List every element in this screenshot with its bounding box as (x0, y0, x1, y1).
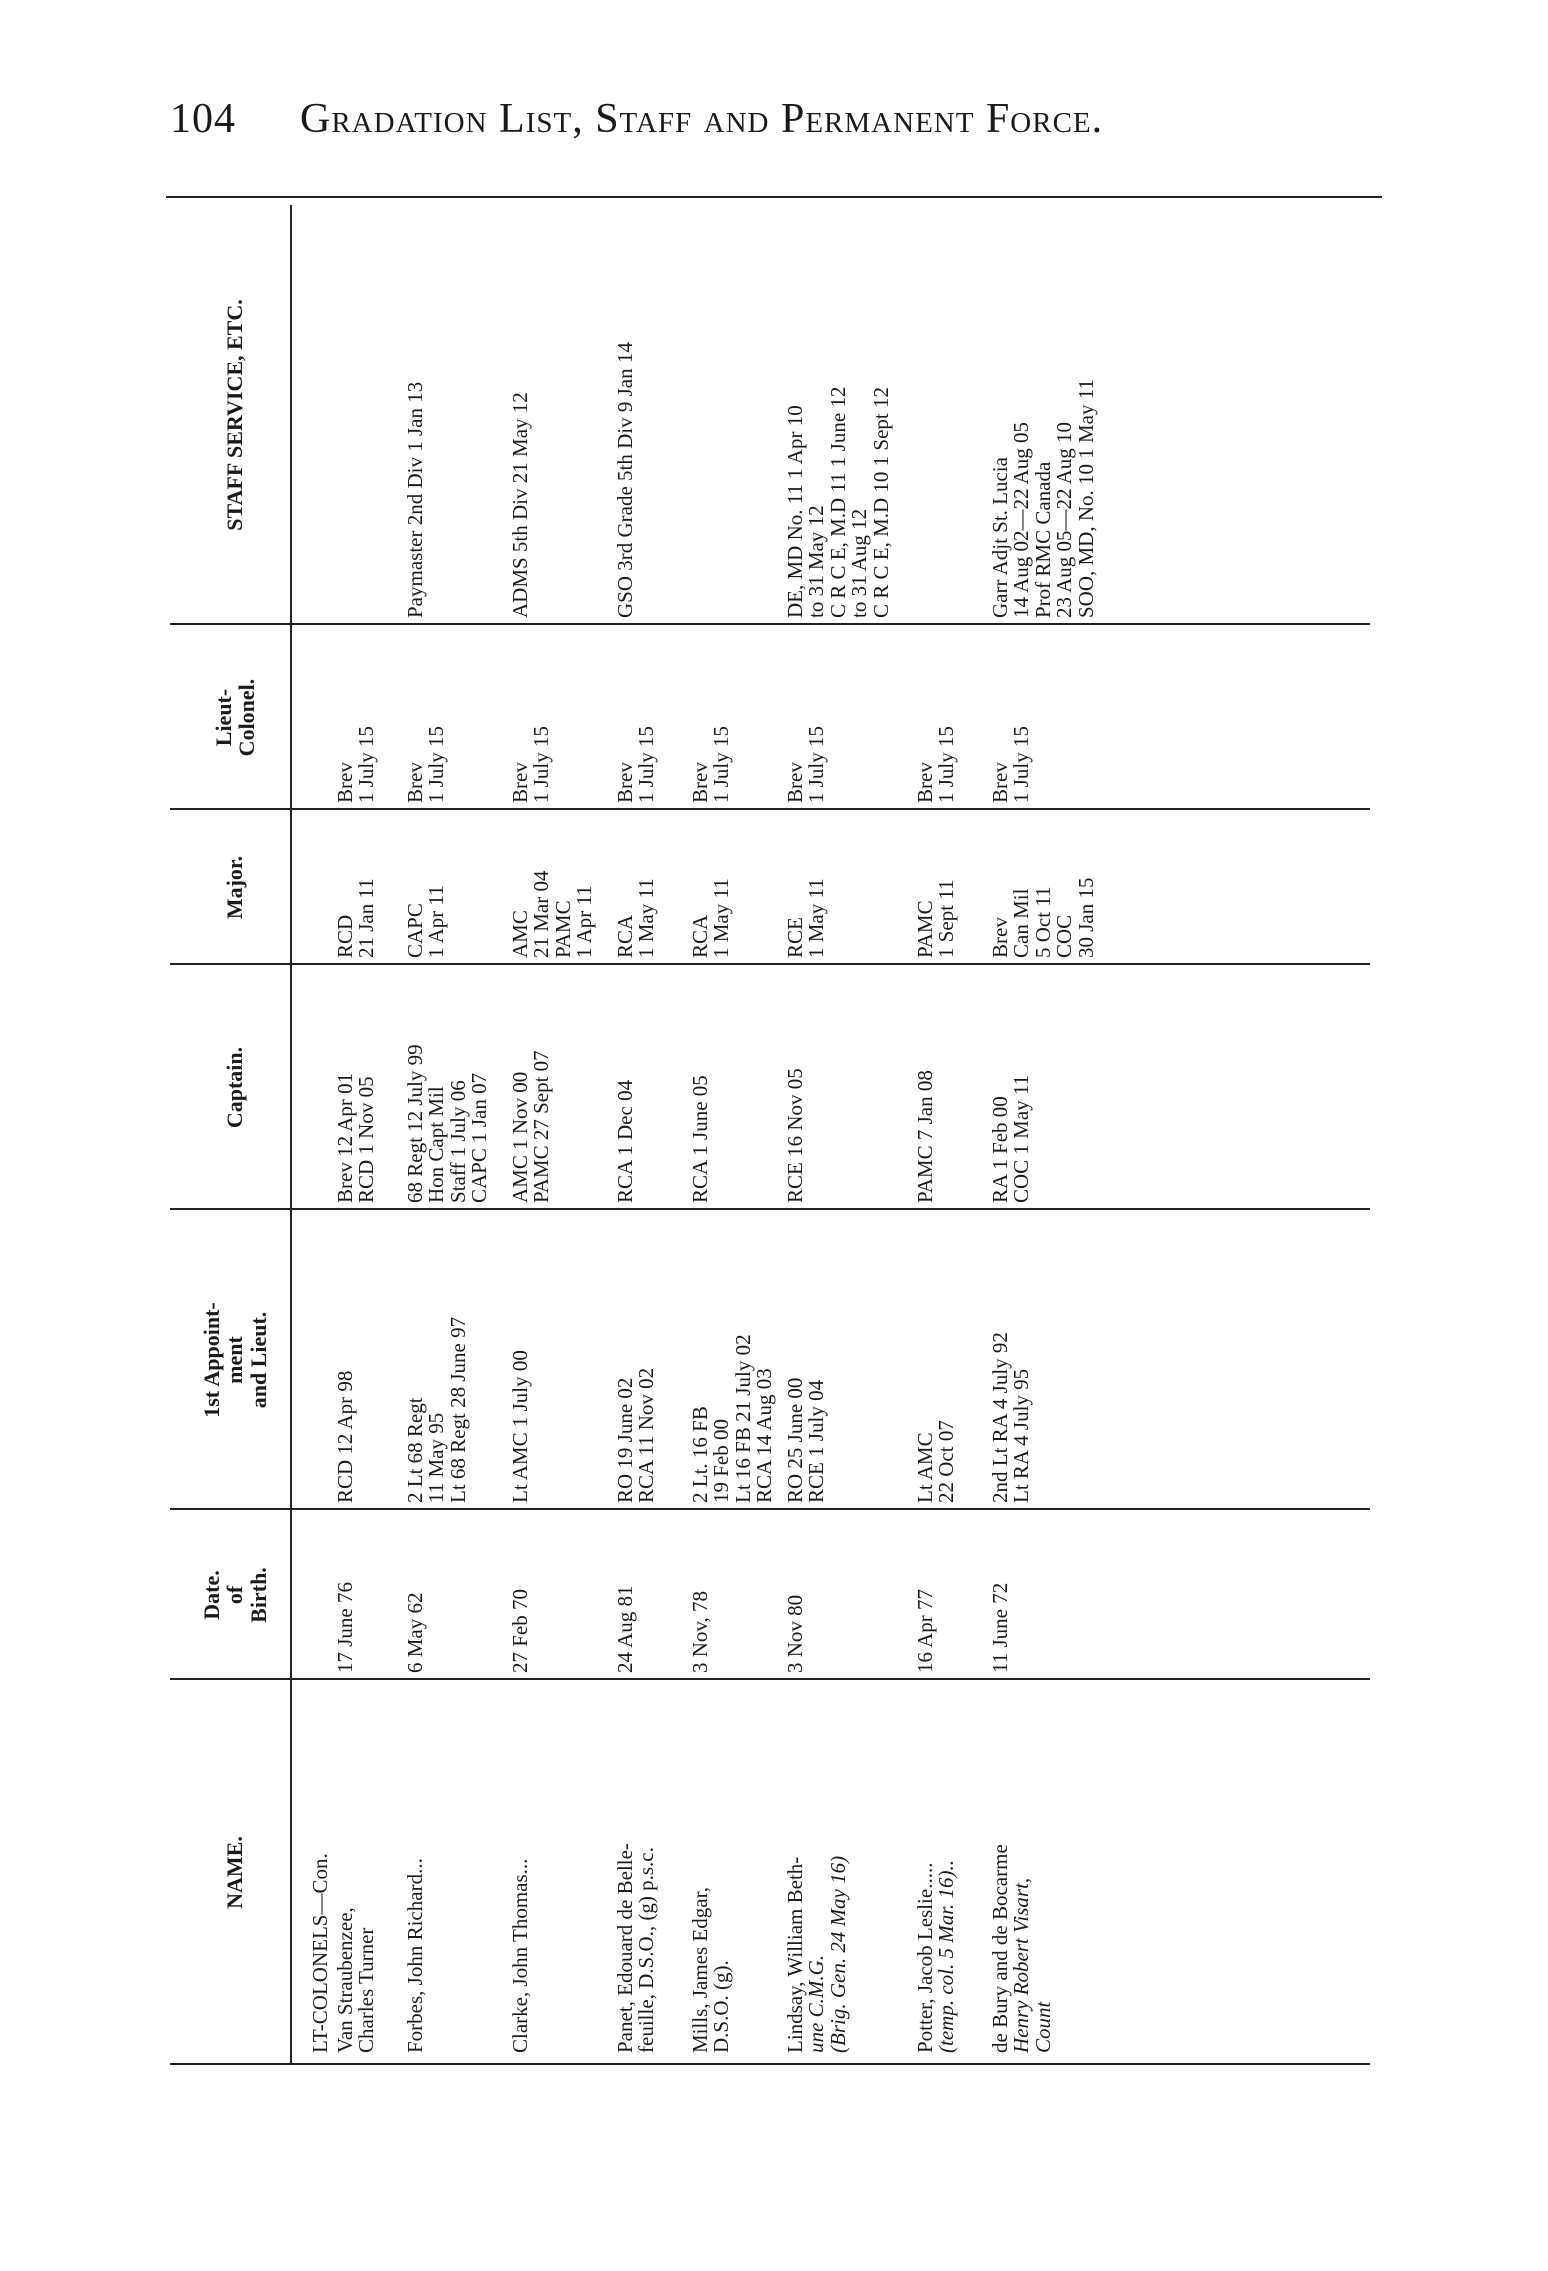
cell-line: PAMC 27 Sept 07 (529, 1050, 554, 1203)
cell-ltcol (785, 726, 828, 803)
cell-line: 1 May 11 (804, 878, 829, 958)
cell-line: Garr Adjt St. Lucia (988, 457, 1012, 618)
header-separator (290, 205, 292, 2065)
cell-line: RCA 11 Nov 02 (634, 1367, 659, 1503)
cell-line: 21 Mar 04 (529, 870, 554, 958)
cell-ltcol (690, 726, 733, 803)
cell-line: RO 25 June 00 (783, 1377, 807, 1503)
cell-line: Can Mil (1009, 888, 1034, 958)
cell-line: AMC (508, 910, 532, 958)
cell-line: 24 Aug 81 (613, 1585, 637, 1673)
page-number: 104 (170, 96, 236, 142)
cell-appt (335, 1371, 356, 1503)
cell-line: 1 July 15 (709, 725, 734, 803)
cell-line: PAMC (913, 900, 937, 958)
cell-staff (615, 342, 636, 618)
cell-line: PAMC 7 Jan 08 (913, 1070, 937, 1203)
cell-line: COC (1052, 914, 1077, 958)
cell-major (690, 878, 733, 958)
cell-line: RCE 1 July 04 (804, 1379, 829, 1503)
cell-birth (990, 1583, 1011, 1673)
cell-appt (405, 1317, 469, 1503)
cell-line: RCD (333, 914, 357, 958)
cell-line: Lindsay, William Beth- (783, 1856, 807, 2053)
header-major: Major. (222, 855, 248, 920)
cell-appt (510, 1350, 531, 1503)
cell-line: RCA 1 June 05 (688, 1075, 712, 1203)
cell-line: une C.M.G. (804, 1955, 829, 2053)
cell-line: 22 Oct 07 (934, 1420, 959, 1503)
gradation-table (170, 205, 1370, 2065)
cell-line: ADMS 5th Div 21 May 12 (508, 392, 532, 618)
cell-line: CAPC (403, 903, 427, 958)
cell-line: 30 Jan 15 (1073, 877, 1098, 958)
cell-capt (915, 1070, 936, 1203)
cell-line: Van Straubenzee, (333, 1907, 357, 2053)
header-staff: STAFF SERVICE, ETC. (222, 299, 248, 531)
cell-staff (785, 387, 892, 618)
cell-major (785, 878, 828, 958)
header-appt-l2: ment (222, 1336, 248, 1384)
cell-line: 1 Sept 11 (934, 879, 959, 958)
col-sep-capt (170, 963, 1370, 965)
cell-birth (615, 1585, 636, 1673)
cell-line: Lt AMC 1 July 00 (508, 1350, 532, 1503)
col-sep-birth (170, 1508, 1370, 1510)
cell-ltcol (335, 726, 378, 803)
cell-name (785, 1856, 849, 2053)
cell-line: PAMC (550, 900, 575, 958)
cell-line: Lt 16 FB 21 July 02 (730, 1334, 755, 1503)
col-sep-name (170, 1678, 1370, 1680)
cell-line: 1 Apr 11 (424, 885, 449, 958)
cell-name (510, 1859, 531, 2053)
cell-name (990, 1844, 1054, 2053)
cell-line: GSO 3rd Grade 5th Div 9 Jan 14 (613, 342, 637, 618)
cell-ltcol (405, 726, 448, 803)
cell-line: D.S.O. (g). (709, 1960, 734, 2053)
cell-appt (785, 1378, 828, 1503)
cell-line: 1 July 15 (354, 725, 379, 803)
cell-staff (990, 379, 1097, 618)
cell-line: Mills, James Edgar, (688, 1887, 712, 2053)
cell-line: Brev (988, 917, 1012, 958)
cell-birth (405, 1593, 426, 1674)
header-appointment (180, 1210, 290, 1510)
cell-line: 16 Apr 77 (913, 1589, 937, 1673)
cell-line: SOO, MD, No. 10 1 May 11 (1073, 379, 1098, 618)
cell-line: AMC 1 Nov 00 (508, 1071, 532, 1203)
cell-line: feuille, D.S.O., (g) p.s.c. (634, 1847, 659, 2053)
cell-major (990, 878, 1097, 959)
cell-line: 21 Jan 11 (354, 878, 379, 958)
cell-major (510, 871, 596, 959)
cell-line: to 31 Aug 12 (847, 508, 872, 618)
cell-capt (690, 1075, 711, 1203)
cell-line: Prof RMC Canada (1030, 461, 1055, 618)
header-birth-l3: Birth. (245, 1567, 271, 1623)
cell-line: RCE 16 Nov 05 (783, 1068, 807, 1203)
cell-line: CAPC 1 Jan 07 (467, 1072, 492, 1203)
cell-line: Brev (783, 762, 807, 803)
cell-line: Forbes, John Richard... (403, 1858, 427, 2053)
cell-name (335, 1907, 378, 2053)
cell-line: 23 Aug 05—22 Aug 10 (1052, 421, 1077, 618)
cell-ltcol (990, 726, 1033, 803)
header-ltcol (180, 625, 290, 810)
cell-line: Paymaster 2nd Div 1 Jan 13 (403, 381, 427, 618)
cell-line: Lt AMC (913, 1432, 937, 1503)
cell-line: Staff 1 July 06 (445, 1080, 470, 1203)
header-captain: Captain. (222, 1046, 248, 1129)
cell-staff (405, 382, 426, 618)
header-birth-l2: of (222, 1585, 248, 1605)
cell-line: Brev (613, 762, 637, 803)
cell-ltcol (615, 726, 658, 803)
cell-line: RCA (688, 914, 712, 958)
cell-major (335, 878, 378, 958)
cell-ltcol (915, 726, 958, 803)
cell-line: COC 1 May 11 (1009, 1074, 1034, 1203)
cell-line: 1 May 11 (634, 878, 659, 958)
header-appt-l1: 1st Appoint- (199, 1302, 225, 1418)
header-birth (180, 1510, 290, 1680)
cell-line: (Brig. Gen. 24 May 16) (825, 1855, 850, 2053)
cell-line: 1 July 15 (634, 725, 659, 803)
cell-line: 1 Apr 11 (572, 885, 597, 958)
table-border-left (170, 2063, 1370, 2065)
cell-line: 11 May 95 (424, 1412, 449, 1503)
cell-line: C R C E, M.D 10 1 Sept 12 (868, 386, 893, 618)
cell-appt (690, 1334, 776, 1503)
cell-line: 3 Nov, 78 (688, 1590, 712, 1673)
col-sep-major (170, 808, 1370, 810)
section-label: LT-COLONELS—Con. (308, 1853, 332, 2053)
cell-line: 68 Regt 12 July 99 (403, 1044, 427, 1203)
page-header (160, 95, 1380, 155)
cell-line: 1 July 15 (529, 725, 554, 803)
cell-line: RCA 1 Dec 04 (613, 1079, 637, 1203)
cell-line: 2 Lt. 16 FB (688, 1406, 712, 1503)
header-name: NAME. (222, 1836, 248, 1909)
cell-line: 1 July 15 (424, 725, 449, 803)
cell-line: RCA (613, 914, 637, 958)
cell-line: RCD 12 Apr 98 (333, 1370, 357, 1503)
cell-ltcol (510, 726, 553, 803)
cell-capt (335, 1073, 378, 1203)
cell-line: 27 Feb 70 (508, 1589, 532, 1673)
cell-line: Panet, Edouard de Belle- (613, 1843, 637, 2053)
cell-line: Brev (913, 762, 937, 803)
cell-line: 5 Oct 11 (1030, 886, 1055, 958)
cell-capt (785, 1068, 806, 1203)
cell-line: Clarke, John Thomas... (508, 1858, 532, 2053)
cell-capt (510, 1050, 553, 1203)
col-sep-ltcol (170, 623, 1370, 625)
cell-line: Charles Turner (354, 1927, 379, 2053)
cell-line: to 31 May 12 (804, 505, 829, 618)
cell-line: 1 May 11 (709, 878, 734, 958)
header-rule (166, 196, 1382, 198)
rotated-table (170, 205, 1370, 2065)
cell-line: 6 May 62 (403, 1592, 427, 1673)
page-title: Gradation List, Staff and Permanent Force. (300, 96, 1104, 142)
cell-line: 3 Nov 80 (783, 1594, 807, 1673)
cell-line: de Bury and de Bocarme (988, 1844, 1012, 2053)
header-ltcol-l2: Colonel. (234, 678, 259, 757)
cell-name (615, 1843, 658, 2053)
cell-capt (405, 1044, 491, 1203)
cell-birth (915, 1589, 936, 1673)
cell-line: (temp. col. 5 Mar. 16).. (934, 1859, 959, 2053)
cell-line: RCD 1 Nov 05 (354, 1076, 379, 1203)
cell-line: C R C E, M.D 11 1 June 12 (825, 386, 850, 618)
cell-line: Lt 68 Regt 28 June 97 (445, 1316, 470, 1503)
cell-appt (990, 1332, 1033, 1503)
cell-line: 1 July 15 (1009, 725, 1034, 803)
header-appt-l3: and Lieut. (245, 1311, 271, 1409)
cell-line: 1 July 15 (804, 725, 829, 803)
cell-line: RO 19 June 02 (613, 1377, 637, 1503)
cell-name (405, 1858, 426, 2053)
cell-line: Brev (333, 762, 357, 803)
cell-capt (615, 1080, 636, 1203)
cell-line: 17 June 76 (333, 1582, 357, 1673)
cell-birth (690, 1591, 711, 1673)
cell-line: Brev (508, 762, 532, 803)
cell-line: Henry Robert Visart, (1009, 1877, 1034, 2053)
cell-line: 1 July 15 (934, 725, 959, 803)
col-sep-appt (170, 1208, 1370, 1210)
header-birth-l1: Date. (199, 1570, 225, 1620)
cell-line: 14 Aug 02—22 Aug 05 (1009, 421, 1034, 618)
cell-line: DE, MD No. 11 1 Apr 10 (783, 405, 807, 618)
cell-line: RCE (783, 917, 807, 958)
cell-name (690, 1887, 733, 2053)
cell-line: 2nd Lt RA 4 July 92 (988, 1332, 1012, 1503)
cell-capt (990, 1075, 1033, 1203)
cell-birth (785, 1595, 806, 1673)
cell-line: Brev (403, 762, 427, 803)
cell-line: RCA 14 Aug 03 (752, 1368, 777, 1503)
cell-line: RA 1 Feb 00 (988, 1096, 1012, 1203)
cell-line: Potter, Jacob Leslie..... (913, 1862, 937, 2053)
cell-line: Count (1030, 2001, 1055, 2053)
cell-line: 19 Feb 00 (709, 1419, 734, 1503)
cell-appt (915, 1420, 958, 1503)
cell-major (615, 878, 658, 958)
cell-line: Brev (688, 762, 712, 803)
cell-major (915, 879, 958, 958)
cell-line: Brev 12 Apr 01 (333, 1072, 357, 1203)
cell-appt (615, 1368, 658, 1503)
header-ltcol-l1: Lieut- (210, 688, 236, 747)
cell-line: 2 Lt 68 Regt (403, 1397, 427, 1503)
cell-line: 11 June 72 (988, 1582, 1012, 1673)
cell-staff (510, 392, 531, 618)
cell-line: Brev (988, 762, 1012, 803)
cell-birth (335, 1582, 356, 1673)
cell-line: Hon Capt Mil (424, 1086, 449, 1203)
cell-line: Lt RA 4 July 95 (1009, 1368, 1034, 1503)
cell-major (405, 885, 448, 958)
cell-birth (510, 1589, 531, 1673)
cell-name (915, 1860, 958, 2053)
